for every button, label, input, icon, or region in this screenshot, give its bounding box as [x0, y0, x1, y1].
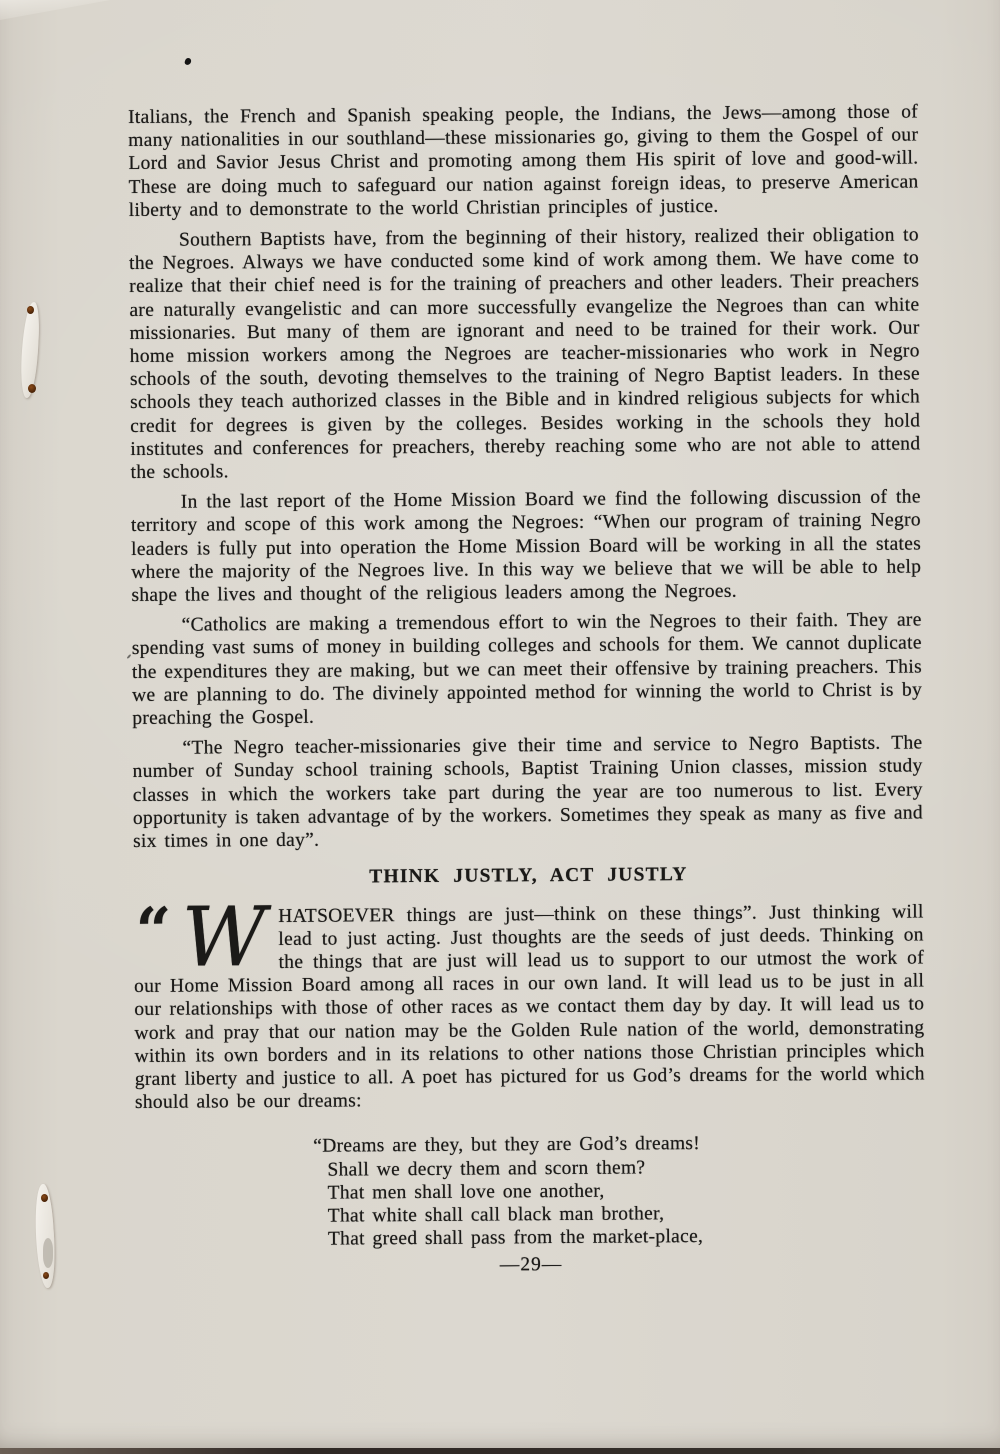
poem-line: Shall we decry them and scorn them?: [327, 1156, 646, 1181]
body-paragraph-2: Southern Baptists have, from the beginning of their history, realized their obligation to the Negroes. Always we have conducted some kind of work among them. We have come to realize that their chief need is for the training of preachers and other leaders. Their preachers are naturally evangelistic and can more successfully evangelize the Negroes than can white missionaries. But many of them are ignorant and need to be trained for their work. Our home mission workers among the Negroes are teacher-missionaries who work in Negro schools of the south, devoting themselves to the training of Negro Baptist leaders. In these schools they teach authorized classes in the Bible and in kindred religious subjects for which credit for degrees is given by the colleges. Besides working in the schools they hold institutes and conferences for preachers, thereby reaching some who are not able to attend the schools.: [129, 224, 921, 484]
rust-speck: [28, 384, 36, 393]
opening-quote-mark: “: [135, 893, 172, 967]
poem-line: “Dreams are they, but they are God’s dreams!: [313, 1133, 701, 1158]
ink-speck: [127, 654, 132, 659]
dropcap-paragraph: [134, 889, 925, 1114]
scan-bottom-edge: [0, 1448, 1000, 1454]
body-paragraph-3: In the last report of the Home Mission Board we find the following discussion of the territory and scope of this work among the Negroes: “When our program of training Negro leaders is fully put into operation the Home Mission Board will be working in all the states where the majority of the Negroes live. In this way we believe that we will be able to help shape the lives and thought of the religious leaders among the Negroes.: [130, 486, 922, 607]
poem-line: That greed shall pass from the market-place,: [327, 1226, 704, 1250]
body-paragraph-5: “The Negro teacher-missionaries give their time and service to Negro Baptists. The number of Sunday school training schools, Baptist Training Union classes, mission study classes in which the workers take part during the year are too numerous to list. Every opportunity is taken advantage of by the workers. Sometimes they speak as many as five and six times in one day”.: [132, 732, 924, 853]
ink-speck: [184, 57, 192, 66]
rust-speck: [43, 1272, 49, 1279]
dropcap-paragraph-text: HATSOEVER things are just—think on these things”. Just thinking will lead to just acting. Just thoughts are the seeds of just deeds. Thinking on the things that are just will lead us to support to our utmost the work of our Home Mission Board among all races in our own land. It will lead us to be just in all our relationships with those of other races as we contact them day by day. It will lead us to work and pray that our nation may be the Golden Rule nation of the world, demonstrating within its own borders and in its relations to other nations those Christian principles which grant liberty and justice to all. A poet has pictured for us God’s dreams for the world which should also be our dreams:: [134, 900, 925, 1114]
body-paragraph-4: “Catholics are making a tremendous effort to win the Negroes to their faith. They are spending vast sums of money in building colleges and schools for them. We cannot duplicate the expenditures they are making, but we can meet their offensive by training preachers. This we are planning to do. The divinely appointed method for winning the world to Christ is by preaching the Gospel.: [131, 609, 923, 730]
dropcap-letter: W: [181, 889, 267, 986]
poem-block: [313, 1131, 926, 1251]
rust-speck: [27, 306, 34, 314]
page-corner-fold: [0, 0, 110, 20]
section-heading: THINK JUSTLY, ACT JUSTLY: [369, 864, 688, 888]
poem-line: That white shall call black man brother,: [327, 1203, 665, 1227]
paper-smudge: [43, 1238, 53, 1268]
page-number: —29—: [499, 1254, 563, 1276]
body-paragraph-1: Italians, the French and Spanish speaking people, the Indians, the Jews—among those of many nationalities in our southland—these missionaries go, giving to them the Gospel of our Lord and Savior Jesus Christ and promoting among them His spirit of love and good-will. These are doing much to safeguard our nation against foreign ideas, to preserve American liberty and to demonstrate to the world Christian principles of justice.: [128, 101, 919, 221]
page-text-block: [128, 100, 926, 1299]
rust-speck: [41, 1194, 48, 1202]
poem-line: That men shall love one another,: [327, 1180, 605, 1204]
